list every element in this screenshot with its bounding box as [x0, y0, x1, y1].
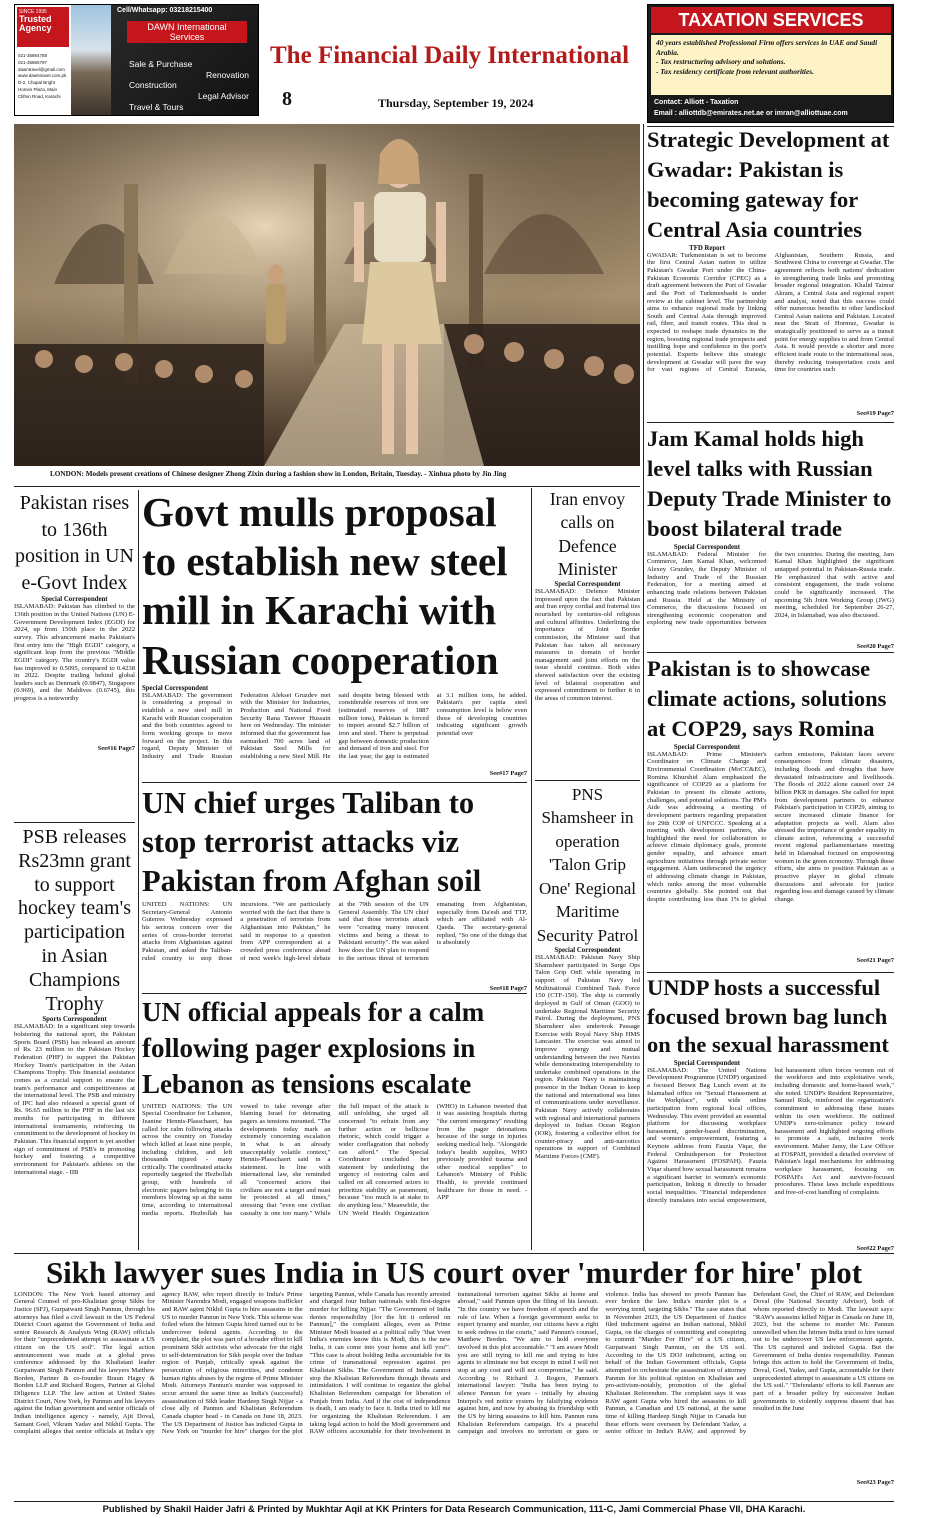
gwadar-body: GWADAR: Turkmenistan is set to become the first Central Asian nation to utilize Pakistan's Gwadar Port under the China-Pakistan Economic Corridor (CPEC) as a draft agreement between the Port of Gwadar and the Port of Turkmenbashi is under review at the cabinet level. The partnership aims to enhance regional trade by linking South and Central Asia through improved rail, fiber, and transit routes. This deal is expected to reshape trade dynamics in the region, boosting regional trade prospects and instilling hope and confidence in the port's potential. Experts believe this strategic development at Gwadar will pave the way for vast regions of Central Eurasia, Afghanistan, Southern Russia, and Southwest China to converge at Gwadar. The agreement reflects both nations' dedication to strengthening trade links and promoting broader regional integration. Khalid Taimur Akram, a Central Asia and regional expert and analyst, noted that this success could offer numerous benefits to other landlocked Central Asian nations and Pakistan. Located near the Strait of Hormuz, Gwadar is strategically positioned to serve as a transit point for energy supplies to and from Central Asia. It would provide a shorter and more efficient trade route to the international seas, thereby reducing transportation costs and time for countries such	[647, 251, 894, 374]
jam-kamal-continued: See#20 Page7	[856, 642, 894, 650]
dawn-cell: Cell/Whatsapp: 03218215400	[117, 7, 213, 14]
hockey-article	[14, 826, 135, 1250]
dawn-contacts: 021-35864788 021-35865797 dawntravel@gmail.com www.dawntravel.com.pk D-2, Chapal Bright Homes Plaza, Main Clifton Road, Karachi	[18, 53, 67, 99]
taxation-email: Email : alliottdb@emirates.net.ae or imran@alliottuae.com	[654, 110, 848, 117]
page-number: 8	[282, 88, 292, 110]
gwadar-article	[647, 125, 894, 422]
undp-body: ISLAMABAD: The United Nations Development Programme (UNDP) organized a focused Brown Bag Lunch event at its Islamabad office on "Sexual Harassment at the Workplace", with wide online participation from regional local offices, Wednesday. This event provided an essential platform for discussing workplace harassment, gender-based discrimination, and women's empowerment, featuring a Keynote address from Fauzia Viqar, the Federal Ombudsperson for Protection Against Harassment (FOSPAH). Fauzia Viqar shared how sexual harassment remains a significant barrier to women's economic participation, linking it directly to broader social inequalities. "Financial independence directly translates into social empowerment, but harassment often forces women out of the workforce and into exploitative work, including domestic and home-based work," she noted. UNDP's Resident Representative, Samuel Rizk, reinforced the organization's commitment to addressing these issues within its own workforce. He outlined UNDP's zero-tolerance policy toward harassment and highlighted ongoing efforts to promote a safe, inclusive work environment. Maher Jamy, the Law Officer at FOSPAH, provided a detailed overview of Pakistan's legal mechanisms for addressing workplace harassment, focusing on FOSPAH's Act and survivor-focused procedures. These laws include expeditious and free-of-cost handling of complaints	[647, 1066, 894, 1204]
lebanon-headline: UN official appeals for a calm following pager explosions in Lebanon as tensions escalate	[142, 997, 485, 1099]
egov-body: ISLAMABAD: Pakistan has climbed to the 136th position in the United Nations (UN) E-Government Development Index (EGDI) for 2024, up from 150th place in the 2022 survey. This advancement marks Pakistan's first entry into the "High EGDI" category, a significant leap from the previous "Middle EGDI" category. The country's EGDI value has improved to 0.5095, compared to 0.4238 in 2022. Despite trailing behind global leaders such as Denmark (0.9847), Singapore (0.969), and the Maldives (0.6745), this progress is a noteworthy	[14, 603, 135, 703]
steel-continued: See#17 Page7	[489, 769, 527, 777]
shamsheer-headline: PNS Shamsheer in operation 'Talon Grip One' Regional Maritime Security Patrol	[536, 785, 639, 945]
shamsheer-byline: Special Correspondent	[554, 947, 621, 955]
iran-article	[535, 488, 640, 778]
shamsheer-body: ISLAMABAD: Pakistan Navy Ship Shamsheer participated in Surge Ops Talon Grip OnE while operating in support of Pakistan Navy led Multinational Combined Task Force 150 (CTF-150). The ship is currently deployed in Gulf of Oman (GOO) to undertake Regional Maritime Security Patrol. During the deployment, PNS Shamsheer also undertook Passage Exercise with Royal Navy Ship HMS Lancaster. The exercise was aimed to improve synergy and mutual understanding between the two Navies while demonstrating interoperability to undertake combined operations in the region. Pakistan Navy is maintaining presence in the Indian Ocean to keep the national and international sea lines of communications under surveillance. Pakistan Navy actively collaborates with regional and international partners deployed in Indian Ocean Region (IOR), fostering a collective effort for counter-piracy and anti-narcotics operations in support of Combined Maritime Forces (CMF).	[535, 954, 640, 1160]
sikh-headline: Sikh lawyer sues India in US court over 'murder for hire' plot	[45, 1255, 863, 1290]
issue-date: Thursday, September 19, 2024	[378, 96, 534, 110]
egov-byline: Special Correspondent	[41, 596, 108, 604]
taliban-body: UNITED NATIONS: UN Secretary-General Antonio Guterres Wednesday expressed his serious concern over the series of cross-border terrorist attacks from Afghanistan against Pakistan, and asked the Taliban-ruled country to stop those incursions. "We are particularly worried with the fact that there is a penetration of terrorists from Afghanistan into Pakistan," he said in response to a question from APP correspondent at a crowded press conference ahead of next week's high-level debate at the 79th session of the UN General Assembly. The UN chief said that those terrorists attack were "creating many innocent victims and being a threat to Pakistani security". He was asked how does the UN plan to respond to the serious threat of terrorism emanating from Afghanistan, especially from Da'esh and TTP, which are affiliated with Al-Qaeda. The secretary-general replied, "So one of the things that is absolutely	[142, 901, 527, 962]
lebanon-article	[142, 995, 527, 1251]
dawn-logo: SINCE 1995 Trusted Agency	[17, 7, 69, 47]
taliban-continued: See#18 Page7	[489, 985, 527, 993]
iran-byline: Special Correspondent	[554, 581, 621, 589]
romina-continued: See#21 Page7	[856, 956, 894, 964]
steel-body: ISLAMABAD: The government is considering a proposal to establish a new steel mill in Karachi with Russian cooperation and the both countries agreed to form working groups to move forward on the project. In this regard, Deputy Minister of Industry and Trade Russian Federation Aleksei Gruzdev met with the Minister for Industries, Production and National Food Security Rana Tanveer Hussain here on Wednesday. The minister informed that the government has earmarked 700 acres land of Pakistan Steel Mills for establishing a new Steel Mill. He said despite being blessed with considerable reserves of iron ore (estimated reserves of 1887 million tons), Pakistan is forced to import around $2.7 billion of iron and steel. There is perpetual gap between domestic production and demand of iron and steel. For the last year, the gap is estimated at 3.1 million tons, he added. Pakistan's per capita steel consumption level is below even those of developing countries indicating significant growth potential over	[142, 691, 527, 760]
egov-article	[14, 490, 135, 820]
taxation-title: TAXATION SERVICES	[651, 7, 891, 33]
jam-kamal-article	[647, 424, 894, 651]
gwadar-byline: TFD Report	[689, 244, 725, 252]
taxation-ad	[647, 4, 894, 123]
romina-byline: Special Correspondent	[673, 743, 741, 751]
steel-byline: Special Correspondent	[142, 684, 209, 692]
iran-headline: Iran envoy calls on Defence Minister	[549, 489, 626, 579]
gwadar-continued: See#19 Page7	[856, 409, 894, 417]
sikh-continued: See#23 Page7	[856, 1478, 894, 1486]
fashion-show-photo	[14, 124, 640, 466]
masthead	[266, 4, 640, 116]
runway-illustration	[14, 124, 640, 466]
taliban-headline: UN chief urges Taliban to stop terrorist attacks viz Pakistan from Afghan soil	[142, 786, 482, 899]
footer-imprint: Published by Shakil Haider Jafri & Printed by Mukhtar Aqil at KK Printers for Data Research Communication, 111-C, Jami Commercial Phase VII, DHA Karachi.	[102, 1503, 806, 1514]
undp-article	[647, 974, 894, 1250]
dawn-services: Sale & Purchase Renovation Construction Legal Advisor Travel & Tours	[129, 59, 249, 112]
taliban-article	[142, 784, 527, 992]
hockey-headline: PSB releases Rs23mn grant to support hockey team's participation in Asian Champions Trophy	[17, 826, 131, 1015]
jam-kamal-headline: Jam Kamal holds high level talks with Russian Deputy Trade Minister to boost bilateral trade	[647, 426, 892, 541]
jam-kamal-body: ISLAMABAD: Federal Minister for Commerce, Jam Kamal Khan, welcomed Alexey Gruzdev, the Deputy Minister of Industry and Trade of the Russian Federation, for a meeting aimed at enhancing trade relations between Pakistan and Russia. Held at the Ministry of Commerce, the discussions focused on strengthening economic cooperation and exploring new trade opportunities between the two countries. During the meeting, Jam Kamal Khan highlighted the significant untapped potential in Pakistan-Russia trade. He emphasized that with active and consistent engagement, the trade volume could be significantly increased. The upcoming 5th Joint Working Group (JWG) meeting, scheduled for September 26-27, 2024, in Islamabad, was also discussed.	[647, 550, 894, 627]
sikh-body: LONDON: The New York based attorney and General Counsel of pro-Khalistan group Sikhs for Justice (SFJ), Gurpatwant Singh Pannun, through his attorneys has filed a civil lawsuit in the US Federal District Court against the Government of India and senior Research & Analysis Wing (RAW) officials for their "unprecedented attempt to assassinate a US citizen on the US soil". The legal action announcement was made at a global press conference addressed by the Khalistani leader Gurpatwant Singh Pannun and his lawyers Matthew Borden, Partner & co-founder Braun Hagey & Borden LLP and Richard Rogers, Partner at Global Diligence LLP. The law action at United States District Court, New York, by Pannun and his lawyers against the Indian government and senior officials of Indian intelligence agency - namely, Ajit Doval, Samant Goel, Vikram Yadav and Nikhil Gupta. The complaint alleges that senior officials at India's spy agency RAW, who report directly to India's Prime Minister Narendra Modi, engaged weapons trafficker and RAW agent Nikhil Gupta to hire assassins in the US to murder Pannun in New York. This scheme was foiled when the hitmen Gupta hired turned out to be undercover federal agents. According to the complaint, the plot was part of a broader effort to kill prominent Sikh activists who advocate for the right to self-determination for Sikh people over the Indian region of Punjab, critically speak against the persecution of religious minorities, and condemn human rights abuses by the regime of Prime Minister Modi. Attorneys Pannun's murder was supposed to occur around the same time as India's (successful) assassination of Sikh leader Hardeep Singh Nijjar - a close ally of Pannun and Khalistan Referendum Canada chapter head - in Canada on June 18, 2023. The US Department of Justice has indicted Gupta in New York on "murder for hire" charges for the plot targeting Pannun, while Canada has recently arrested and charged four Indian nationals with first-degree murder for killing Nijjar. "The Government of India denies responsibility [for the hit it ordered on Pannun]," the complaint alleges, even as Prime Minister Modi boasted at a political rally "that 'even India's enemies know this is Modi, this is the new India, it can come into your home and kill you'". "This case is about holding India accountable for its crime of transnational repression against pro Khalistan Sikhs. The Government of India cannot stop the Khalistan Referendum through threats and intimidation. I will continue to organize the global Khalistan Referendum campaign for liberation of Punjab from India. And if the cost of independence is death, I am ready to face it. India tried to kill me for organizing the Khalistan Referendum. I am taking legal action to hold the Modi government and RAW officers accountable for their involvement in transnational terrorism against Sikhs at home and abroad," said Pannun upon the filing of his lawsuit. "In this country we have freedom of speech and the rule of law. When a foreign government seeks to export tyranny and murder, our citizens have a right to seek redress in the courts," said Pannun's counsel, Matthew Borden. "We aim to hold everyone involved in this plot accountable." "I am aware Modi you are still trying to kill me and trying to hire agents to eliminate me but except in mind I will not stop at any cost and will not compromise," he said. According to Richard J. Rogers, Pannun's international lawyer: "India has been trying to silence Pannun for years - initially by abusing Interpol's red notice system by falsifying evidence against him, and now by abusing its friendship with the US by hiring assassins to kill him. Pannun runs Khalistan Referendum campaign. It's a peaceful campaign and involves no terrorism or guns or violence. India has showed no proofs Pannun has ever broken the law. India's murder plot is a worrying trend, targeting Sikhs." The case states that in November 2023, the US Department of Justice filed indictment against an Indian national, Nikhil Gupta, on the charges of committing and conspiring to commit "Murder For Hire" of a US citizen, Gurpatwant Singh Pannun, on the US soil. According to the US DOJ indictment, acting on behalf of the Indian Government officials, Gupta attempted to orchestrate the assassination of attorney Pannun for his political opinion on Khalistan and pro-activism-notably, promotion of the global Khalistan Referendum. The complaint says it was RAW agent Gupta who hired the assassins to kill Pannun, a Canadian and US national, at the same time of killing Hardeep Singh Nijjar in Canada but these efforts were overseen by Defendant Yadav, a senior officer in India's RAW, and approved by Defendant Goel, the Chief of RAW, and Defendant Doval (the National Security Advisor), both of whom reported directly to Modi. The lawsuit says: "RAW's assassins killed Nijjar in Canada on June 18, 2023, but the scheme to murder Mr. Pannun unravelled when the hitmen India tried to hire turned out to be undercover US law enforcement agents. The US captured and indicted Gupta. But the Government of India denies responsibility. Pannun brings this action to hold the Government of India, Doval, Goel, Yadav, and Gupta, accountable for their unprecedented attempt to assassinate a US citizen on the US soil." "Defendants' efforts to kill Pannun are part of a broader policy by successive Indian governments to violently suppress dissent that has resulted in the June	[14, 1290, 894, 1436]
dawn-building-photo	[71, 5, 111, 116]
taxation-contact: Contact: Alliott - Taxation	[654, 99, 739, 106]
sikh-article	[14, 1255, 894, 1499]
egov-headline: Pakistan rises to 136th position in UN e-Govt Index	[15, 492, 134, 594]
steel-headline: Govt mulls proposal to establish new steel mill in Karachi with Russian cooperation	[142, 489, 508, 683]
undp-byline: Special Correspondent	[673, 1059, 741, 1067]
romina-body: ISLAMABAD: Prime Minister's Coordinator on Climate Change and Environmental Coordination (MoCC&EC), Romina Khurshid Alam emphasized the significance of COP29 as a platform for Pakistan to present its climate actions, challenges, and potential solutions. The PM's Aide was addressing a meeting of development partners regarding preparation for 29th COP of UNFCCC. Speaking at a meeting with development partners, she highlighted the need for collaboration to achieve climate diplomacy goals, promote gender equality, and advance smart agriculture initiatives through private sector engagement. Alam underscored the urgency of addressing climate change in Pakistan, which ranks among the most vulnerable countries globally. She pointed out that despite contributing less than 1% to global carbon emissions, Pakistan faces severe consequences from climate disasters, including floods and droughts that have devastated infrastructure and livelihoods. The floods of 2022 alone caused over 24 billion PKR in damages. She called for input from development partners to enhance Pakistan's participation in COP29, aiming to secure increased climate finance for adaptation projects as well. Alam also stressed the importance of gender equality in climate action, referencing a successful recent regional parliamentarians meeting held in Islamabad focused on empowering women in the green economy. Through these efforts, she aims to position Pakistan as a proactive player in global climate discussions and advocate for justice regarding loss and damage caused by climate change.	[647, 750, 894, 903]
jam-kamal-byline: Special Correspondent	[673, 543, 741, 551]
undp-continued: See#22 Page7	[856, 1244, 894, 1252]
dawn-ad	[14, 4, 259, 116]
photo-caption: LONDON: Models present creations of Chinese designer Zhong Zixin during a fashion show in London, Britain, Tuesday. - Xinhua photo by Jin Jing	[50, 470, 507, 478]
iran-body: ISLAMABAD: Defence Minister impressed upon the fact that Pakistan and Iran enjoy cordial and fraternal ties nourished by centuries-old religious and cultural affinities. Underlining the importance of Joint Border commission, the Minister said that Pakistan has taken all necessary measures in domain of border management and joint efforts on the issue should continue. Both sides showed satisfaction over the existing level of bilateral cooperation and expressed commitment to further it in the areas of common interest.	[535, 588, 640, 703]
romina-article	[647, 654, 894, 970]
hockey-byline: Sports Correspondent	[42, 1016, 107, 1024]
taxation-body: 40 years established Professional Firm offers services in UAE and Saudi Arabia. - Tax restructuring advisory and solutions. - Tax residency certificate from relevant authorities.	[651, 35, 891, 95]
gwadar-headline: Strategic Development at Gwadar: Pakistan is becoming gateway for Central Asia countries	[647, 127, 890, 242]
steel-article	[142, 488, 527, 780]
dawn-company: DAWN International Services	[127, 21, 247, 43]
shamsheer-article	[535, 783, 640, 1250]
undp-headline: UNDP hosts a successful focused brown bag lunch on the sexual harassment	[647, 975, 889, 1058]
masthead-title: The Financial Daily International	[270, 42, 630, 69]
romina-headline: Pakistan is to showcase climate actions, solutions at COP29, says Romina	[647, 656, 887, 741]
egov-continued: See#16 Page7	[97, 745, 135, 753]
hockey-body: ISLAMABAD: In a significant step towards bolstering the national sport, the Pakistan Sports Board (PSB) has released an amount of Rs. 23 million to the Pakistan Hockey Federation (PHF) to support the Pakistan Hockey Team's participation in the Asian Champions Trophy. This financial assistance comes as a crucial support to ensure the team's performance and competitiveness at the international level. The PSB and ministry of IPC had also released a special grant of Rs. 96.65 million to the PHF in the last six months for participating in different international tournaments, reinforcing its commitment to the development of hockey in Pakistan. This financial support is yet another sign of commitment of PSB's in promoting hockey and fostering a competitive environment for Pakistan's athletes on the international stage. - IIB	[14, 1023, 135, 1176]
lebanon-body: UNITED NATIONS: The UN Special Coordinator for Lebanon, Jeanine Hennis-Plasschaert, has called for calm following attacks across the country on Tuesday which killed at least nine people, including children, and left thousands injured - many critically. The coordinated attacks reportedly targeted the Hezbollah group, with hundreds of electronic pagers belonging to its members blowing up at the same time, according to international media reports. Hezbollah has vowed to take revenge after blaming Israel for detonating pagers as tensions mounted. "The developments today mark an extremely concerning escalation in what is an already unacceptably volatile context," Hennis-Plasschaert said in a statement. In line with international law, she reminded all "concerned actors that civilians are not a target and must be protected at all times," stressing that "even one civilian casualty is one too many." While the full impact of the attack is still unfolding, she urged all concerned "to refrain from any further action or bellicose rhetoric, which could trigger a wider conflagration that nobody can afford." The Special Coordinator concluded her statement by underlining the urgency of restoring calm and called on all concerned actors to prioritize stability as paramount, because "too much is at stake to do anything less." Meanwhile, the UN World Health Organization (WHO) in Lebanon tweeted that it was assisting hospitals during "the current emergency" resulting from the pager detonations because of the surge in injuries seeking medical help. "Alongside today's health supplies, WHO previously provided trauma and other medical supplies" to Lebanon's Ministry of Public Health, to provide continued healthcare for those in need. - APP	[142, 1102, 527, 1217]
